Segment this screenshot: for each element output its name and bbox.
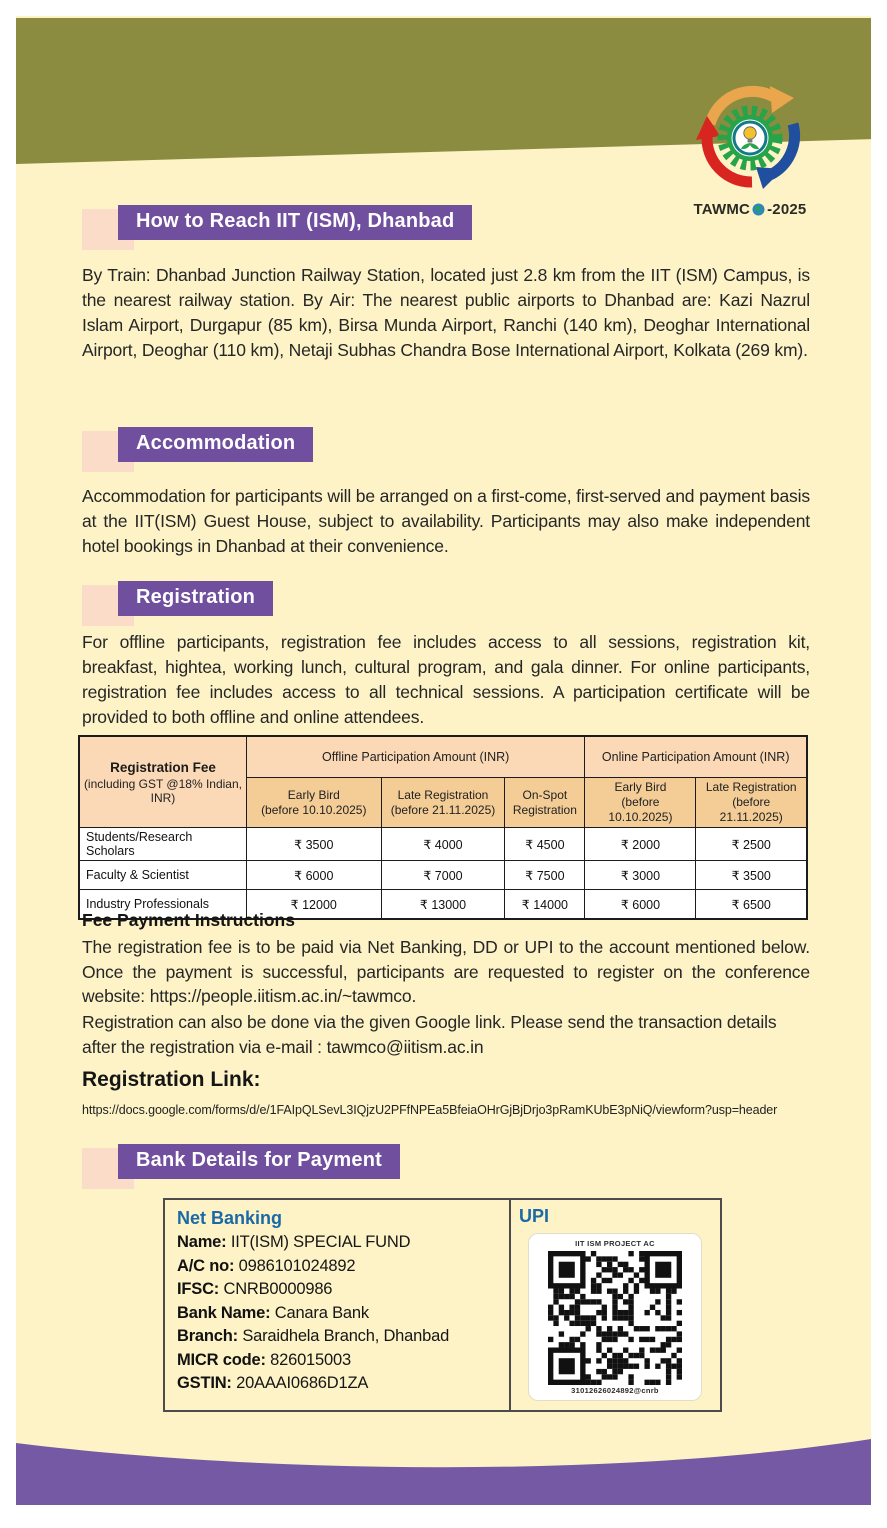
upi-heading: UPI (519, 1206, 550, 1226)
section-header-accommodation (82, 427, 313, 473)
registration-paragraph: For offline participants, registration fee includes access to all sessions, registration kit, breakfast, hightea, working lunch, cultural program, and gala dinner. For online participants, registration fee includes access to all technical sessions. A participation certificate will be provided to both offline and online attendees. (82, 632, 810, 727)
fee-cell: ₹ 4500 (505, 828, 585, 861)
fee-cell: ₹ 13000 (381, 890, 505, 920)
bank-field-branch: Branch: Saraidhela Branch, Dhanbad (177, 1327, 450, 1345)
logo-text: TAWMC (693, 201, 751, 218)
corner-title: Registration Fee (110, 759, 216, 775)
corner-subtitle: (including GST @18% Indian, INR) (83, 776, 242, 805)
section-header-how-to-reach (82, 205, 472, 251)
bottom-purple-wave (16, 1433, 871, 1505)
bank-field-account: A/C no: 0986101024892 (177, 1256, 356, 1275)
fee-payment-heading: Fee Payment Instructions (82, 910, 295, 930)
fee-cell: ₹ 6000 (585, 890, 696, 920)
upi-qr-code (529, 1234, 701, 1400)
section-title-accommodation: Accommodation (118, 427, 313, 462)
conference-logo (679, 82, 821, 218)
online-group-header: Online Participation Amount (INR) (585, 736, 807, 778)
fee-cell: ₹ 3500 (696, 861, 807, 890)
fee-payment-paragraph-1: The registration fee is to be paid via Net Banking, DD or UPI to the account mentioned below. Once the payment is successful, participants are requested to register on the conference website: https://people.iitism.ac.in/~tawmco. (82, 937, 810, 1006)
net-banking-heading: Net Banking (177, 1208, 283, 1228)
fee-cell: ₹ 6500 (696, 890, 807, 920)
col-header-online-early-bird: Early Bird (before 10.10.2025) (585, 778, 696, 828)
bank-field-micr: MICR code: 826015003 (177, 1350, 351, 1369)
row-category: Faculty & Scientist (79, 861, 246, 890)
fee-cell: ₹ 6000 (246, 861, 381, 890)
logo-year: -2025 (767, 201, 807, 218)
qr-pattern-icon (548, 1251, 682, 1385)
table-row (79, 828, 807, 861)
page-background (16, 16, 871, 1505)
logo-caption (679, 201, 821, 218)
row-category: Industry Professionals (79, 890, 246, 920)
col-header-online-late: Late Registration (before 21.11.2025) (696, 778, 807, 828)
section-title-how-to-reach: How to Reach IIT (ISM), Dhanbad (118, 205, 472, 240)
section-header-registration (82, 581, 273, 627)
upi-panel (511, 1200, 720, 1410)
section-header-bank-details (82, 1144, 400, 1190)
registration-link-heading: Registration Link: (82, 1068, 261, 1091)
registration-fee-table (78, 735, 808, 920)
qr-bottom-label: 31012626024892@cnrb (571, 1386, 659, 1395)
table-row (79, 861, 807, 890)
row-category: Students/Research Scholars (79, 828, 246, 861)
fee-table-corner-header (79, 736, 246, 828)
bank-field-bank-name: Bank Name: Canara Bank (177, 1303, 369, 1322)
col-header-on-spot: On-Spot Registration (505, 778, 585, 828)
bank-field-name: Name: IIT(ISM) SPECIAL FUND (177, 1233, 411, 1251)
bank-field-gstin: GSTIN: 20AAAI0686D1ZA (177, 1374, 369, 1392)
col-header-offline-early-bird: Early Bird (before 10.10.2025) (246, 778, 381, 828)
accommodation-paragraph: Accommodation for participants will be arranged on a first-come, first-served and payment basis at the IIT(ISM) Guest House, subject to availability. Participants may also make independent hotel bookings in Dhanbad at their convenience. (82, 486, 810, 556)
col-header-offline-late: Late Registration (before 21.11.2025) (381, 778, 505, 828)
fee-cell: ₹ 2000 (585, 828, 696, 861)
section-title-registration: Registration (118, 581, 273, 616)
fee-cell: ₹ 7500 (505, 861, 585, 890)
qr-top-label: IIT ISM PROJECT AC (575, 1239, 655, 1248)
fee-cell: ₹ 3000 (585, 861, 696, 890)
recycle-gear-logo-icon (690, 82, 810, 194)
fee-cell: ₹ 12000 (246, 890, 381, 920)
registration-form-link[interactable]: https://docs.google.com/forms/d/e/1FAIpQLSevL3IQjzU2PFfNPEa5BfeiaOHrGjBjDrjo3pRamKUbE3pNiQ/viewform?usp=header (82, 1103, 778, 1117)
fee-cell: ₹ 2500 (696, 828, 807, 861)
how-to-reach-paragraph: By Train: Dhanbad Junction Railway Station, located just 2.8 km from the IIT (ISM) Campus, is the nearest railway station. By Air: The nearest public airports to Dhanbad are: Kazi Nazrul Islam Airport, Durgapur (85 km), Birsa Munda Airport, Ranchi (140 km), Deoghar International Airport, Deoghar (110 km), Netaji Subhas Chandra Bose International Airport, Kolkata (269 km). (82, 265, 810, 360)
fee-cell: ₹ 7000 (381, 861, 505, 890)
fee-cell: ₹ 3500 (246, 828, 381, 861)
section-title-bank-details: Bank Details for Payment (118, 1144, 400, 1179)
bank-details-box (163, 1198, 722, 1412)
fee-cell: ₹ 14000 (505, 890, 585, 920)
fee-cell: ₹ 4000 (381, 828, 505, 861)
fee-payment-paragraph-2: Registration can also be done via the given Google link. Please send the transaction details after the registration via e-mail : tawmco@iitism.ac.in (82, 1012, 777, 1057)
net-banking-panel (165, 1200, 511, 1410)
globe-icon (752, 203, 765, 216)
offline-group-header: Offline Participation Amount (INR) (246, 736, 585, 778)
bank-field-ifsc: IFSC: CNRB0000986 (177, 1280, 333, 1298)
